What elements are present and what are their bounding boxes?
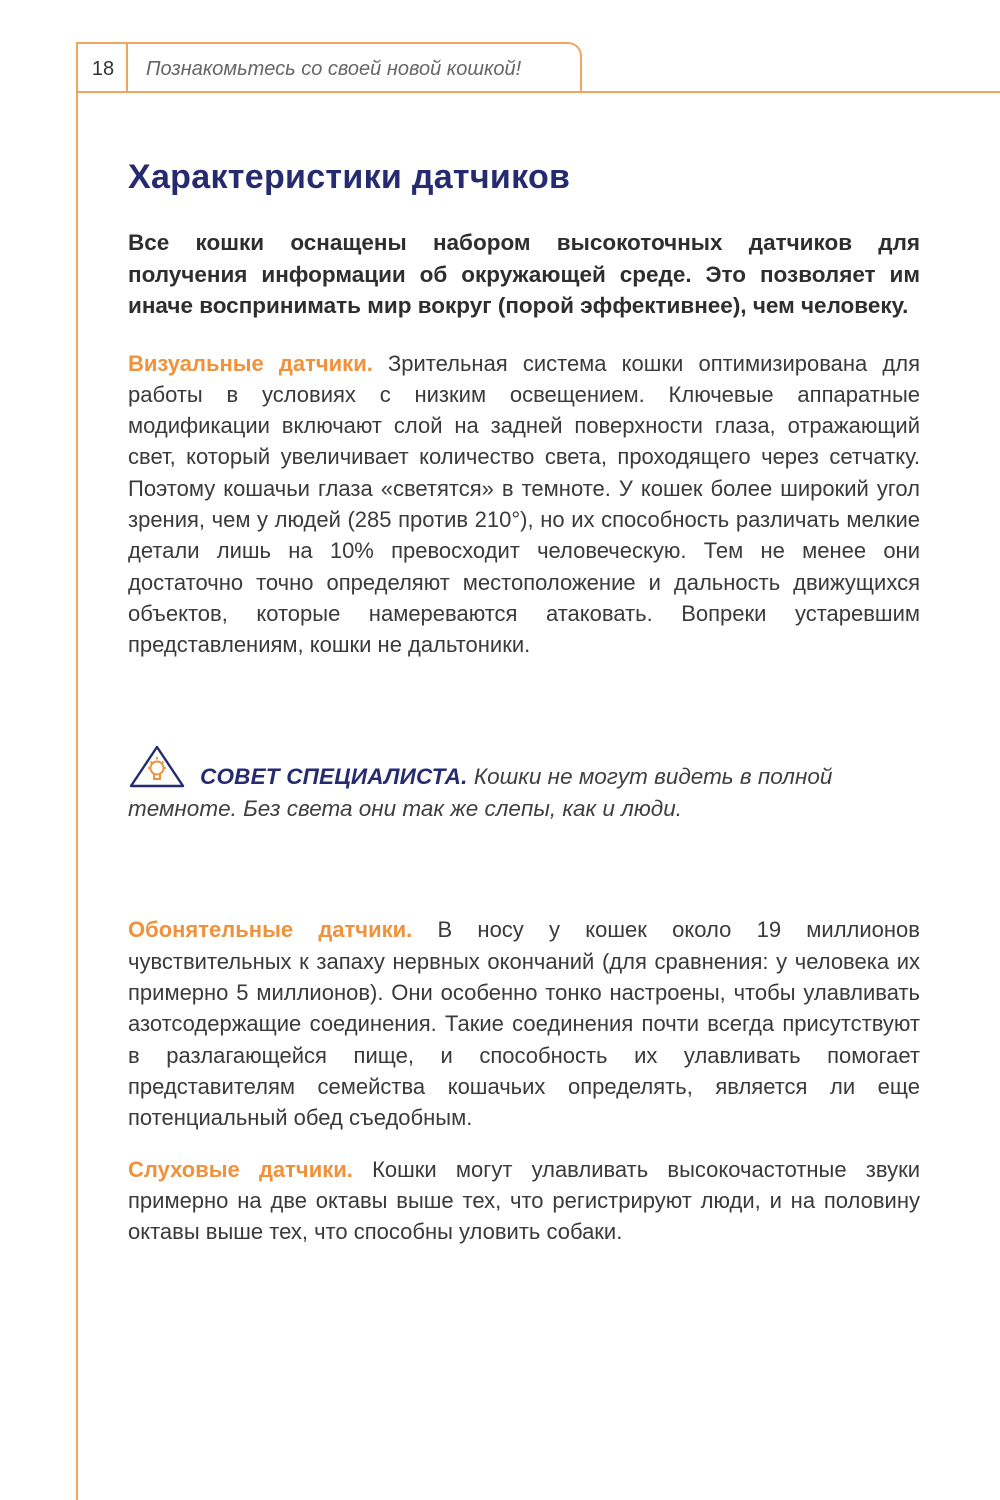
olfactory-sensors-text: В носу у кошек около 19 миллионов чувствительных к запаху нервных окончаний (для сравнения: у человека их примерно 5 миллионов). Они особенно тонко настроены, чтобы улавливать азотсодержащие соединения. Такие соединения почти всегда присутствуют в разлагающейся пище, и способность их улавливать помогает представителям семейства кошачьих определять, является ли еще потенциальный обед съедобным. [128,917,920,1131]
expert-tip [128,744,920,824]
header-rule [76,91,1000,93]
left-margin-rule [76,42,78,1500]
page-number: 18 [91,58,115,80]
paragraph-spacer [128,1134,920,1154]
page-content [128,158,920,1247]
running-title: Познакомьтесь со своей новой кошкой! [146,58,522,80]
section-title: Характеристики датчиков [128,158,571,196]
auditory-sensors-text: Кошки могут улавливать высокочастотные звуки примерно на две октавы выше тех, что регистрируют люди, и на половину октавы выше тех, что способны уловить собаки. [128,1156,920,1245]
header-divider [126,44,128,91]
visual-sensors-paragraph [128,348,920,661]
visual-sensors-label: Визуальные датчики. [128,350,373,376]
tip-label: СОВЕТ СПЕЦИАЛИСТА. [200,764,468,790]
tip-text: Кошки не могут видеть в полной темноте. Без света они так же слепы, как и люди. [128,764,833,821]
lightbulb-warning-icon [128,744,186,790]
olfactory-sensors-paragraph [128,914,920,1133]
auditory-sensors-paragraph [128,1154,920,1248]
lead-paragraph: Все кошки оснащены набором высокоточных датчиков для получения информации об окружающей среде. Это позволяет им иначе воспринимать мир вокруг (порой эффективнее), чем человеку. [128,230,920,318]
olfactory-sensors-label: Обонятельные датчики. [128,917,413,943]
auditory-sensors-label: Слуховые датчики. [128,1156,353,1182]
visual-sensors-text: Зрительная система кошки оптимизирована для работы в условиях с низким освещением. Ключевые аппаратные модификации включают слой на задней поверхности глаза, отражающий свет, который увеличивает количество света, проходящего через сетчатку. Поэтому кошачьи глаза «светятся» в темноте. У кошек более широкий угол зрения, чем у людей (285 против 210°), но их способность различать мелкие детали лишь на 10% превосходит человеческую. Тем не менее они достаточно точно определяют местоположение и дальность движущихся объектов, которые намереваются атаковать. Вопреки устаревшим представлениям, кошки не дальтоники. [128,350,920,658]
